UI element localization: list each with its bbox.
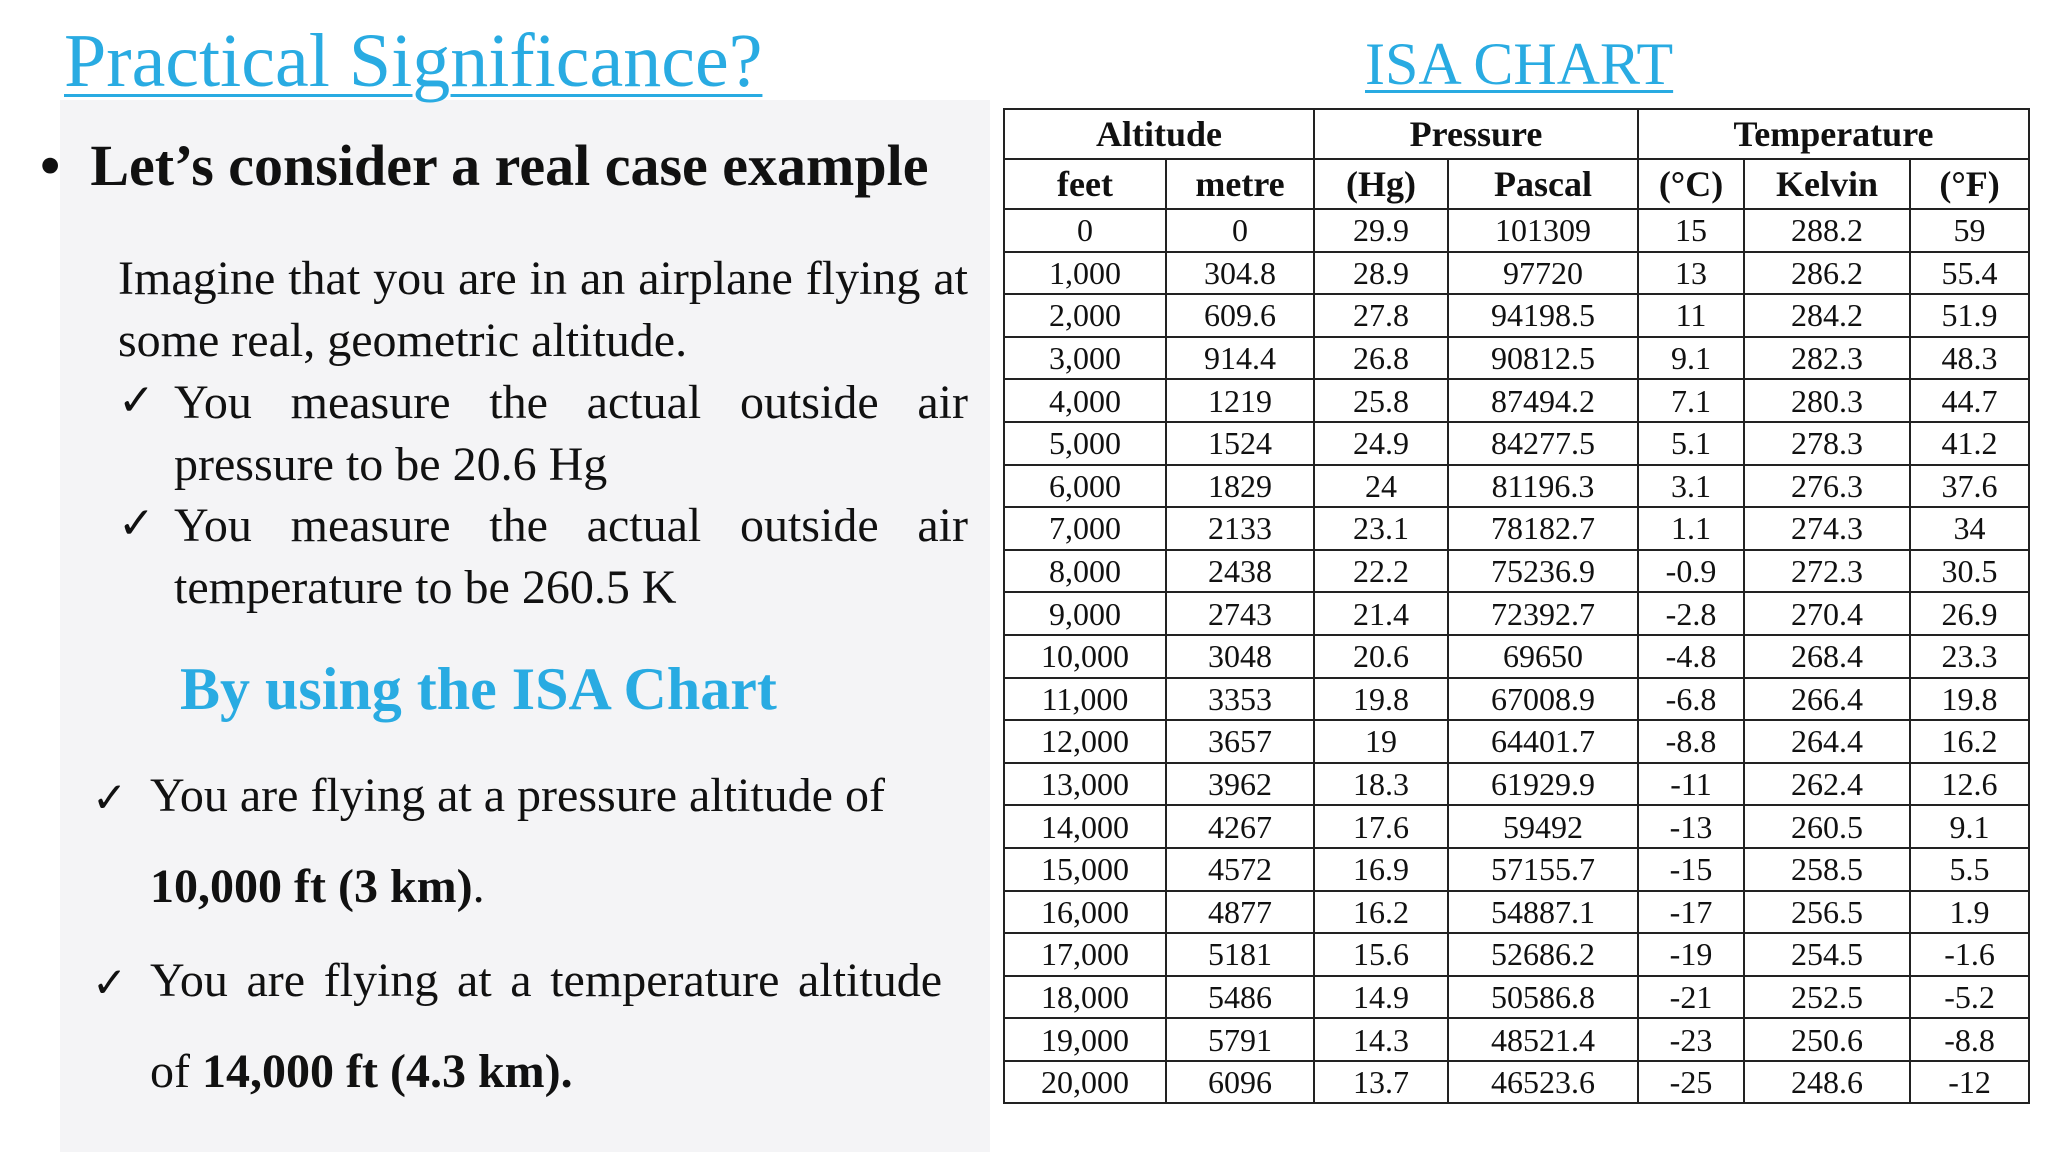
table-row — [1004, 422, 2029, 465]
table-cell: 6,000 — [1004, 465, 1166, 508]
table-cell: 264.4 — [1744, 720, 1910, 763]
table-cell: 3048 — [1166, 635, 1314, 678]
checkmark-icon: ✓ — [118, 498, 155, 549]
table-cell: -0.9 — [1638, 550, 1744, 593]
column-header: feet — [1004, 159, 1166, 209]
table-cell: 34 — [1910, 507, 2029, 550]
isa-table-body — [1004, 209, 2029, 1103]
table-cell: 84277.5 — [1448, 422, 1638, 465]
result-suffix: . — [472, 860, 485, 914]
table-cell: 24.9 — [1314, 422, 1448, 465]
measurement-text: You measure the actual outside air pressure to be 20.6 Hg — [174, 376, 968, 492]
table-cell: 274.3 — [1744, 507, 1910, 550]
table-cell: 52686.2 — [1448, 933, 1638, 976]
table-cell: 14,000 — [1004, 805, 1166, 848]
table-row — [1004, 635, 2029, 678]
column-header: (Hg) — [1314, 159, 1448, 209]
table-cell: 18,000 — [1004, 976, 1166, 1019]
table-row — [1004, 592, 2029, 635]
table-cell: 1.1 — [1638, 507, 1744, 550]
table-cell: 4,000 — [1004, 379, 1166, 422]
table-cell: 5791 — [1166, 1018, 1314, 1061]
table-cell: 1219 — [1166, 379, 1314, 422]
table-cell: 17,000 — [1004, 933, 1166, 976]
table-cell: 54887.1 — [1448, 891, 1638, 934]
table-cell: 258.5 — [1744, 848, 1910, 891]
measurement-item — [118, 495, 968, 620]
table-cell: 94198.5 — [1448, 294, 1638, 337]
table-cell: 2,000 — [1004, 294, 1166, 337]
table-cell: 3,000 — [1004, 337, 1166, 380]
measurement-text: You measure the actual outside air temperature to be 260.5 K — [174, 499, 968, 615]
table-cell: -2.8 — [1638, 592, 1744, 635]
table-cell: 270.4 — [1744, 592, 1910, 635]
table-cell: 12.6 — [1910, 763, 2029, 806]
table-cell: -23 — [1638, 1018, 1744, 1061]
table-cell: 2743 — [1166, 592, 1314, 635]
table-cell: 14.9 — [1314, 976, 1448, 1019]
table-cell: -8.8 — [1910, 1018, 2029, 1061]
table-cell: 262.4 — [1744, 763, 1910, 806]
table-cell: 57155.7 — [1448, 848, 1638, 891]
table-cell: 61929.9 — [1448, 763, 1638, 806]
table-row — [1004, 891, 2029, 934]
bullet-heading — [40, 133, 928, 200]
table-cell: 282.3 — [1744, 337, 1910, 380]
group-header-pressure: Pressure — [1314, 109, 1638, 159]
table-cell: 1,000 — [1004, 252, 1166, 295]
table-cell: 20,000 — [1004, 1061, 1166, 1104]
table-row — [1004, 763, 2029, 806]
table-cell: 914.4 — [1166, 337, 1314, 380]
table-row — [1004, 1018, 2029, 1061]
table-cell: -8.8 — [1638, 720, 1744, 763]
column-header-row — [1004, 159, 2029, 209]
table-cell: -13 — [1638, 805, 1744, 848]
table-cell: 252.5 — [1744, 976, 1910, 1019]
table-cell: 5.1 — [1638, 422, 1744, 465]
table-row — [1004, 294, 2029, 337]
table-row — [1004, 379, 2029, 422]
table-cell: 286.2 — [1744, 252, 1910, 295]
table-cell: 4267 — [1166, 805, 1314, 848]
table-cell: 72392.7 — [1448, 592, 1638, 635]
table-cell: 11 — [1638, 294, 1744, 337]
table-cell: 55.4 — [1910, 252, 2029, 295]
table-cell: -4.8 — [1638, 635, 1744, 678]
table-cell: 23.1 — [1314, 507, 1448, 550]
table-row — [1004, 465, 2029, 508]
table-cell: 75236.9 — [1448, 550, 1638, 593]
table-cell: 3353 — [1166, 678, 1314, 721]
measurement-item — [118, 372, 968, 497]
table-cell: 9.1 — [1910, 805, 2029, 848]
table-cell: -15 — [1638, 848, 1744, 891]
table-row — [1004, 550, 2029, 593]
table-cell: 6096 — [1166, 1061, 1314, 1104]
table-cell: 22.2 — [1314, 550, 1448, 593]
isa-table — [1003, 108, 2030, 1104]
table-cell: 10,000 — [1004, 635, 1166, 678]
table-cell: 51.9 — [1910, 294, 2029, 337]
table-cell: 15,000 — [1004, 848, 1166, 891]
result-prefix: You are flying at a pressure altitude of — [150, 769, 885, 822]
table-cell: 101309 — [1448, 209, 1638, 252]
table-cell: 37.6 — [1910, 465, 2029, 508]
table-cell: 15.6 — [1314, 933, 1448, 976]
table-cell: 3962 — [1166, 763, 1314, 806]
table-cell: 19.8 — [1910, 678, 2029, 721]
result-pressure-altitude — [92, 750, 942, 932]
table-cell: -25 — [1638, 1061, 1744, 1104]
table-cell: 0 — [1166, 209, 1314, 252]
table-cell: 250.6 — [1744, 1018, 1910, 1061]
table-cell: 46523.6 — [1448, 1061, 1638, 1104]
table-cell: 27.8 — [1314, 294, 1448, 337]
table-cell: 48521.4 — [1448, 1018, 1638, 1061]
table-cell: 1.9 — [1910, 891, 2029, 934]
table-row — [1004, 805, 2029, 848]
group-header-row — [1004, 109, 2029, 159]
table-cell: 3657 — [1166, 720, 1314, 763]
checkmark-icon: ✓ — [118, 375, 155, 426]
table-cell: 15 — [1638, 209, 1744, 252]
column-header: (°C) — [1638, 159, 1744, 209]
table-cell: 9.1 — [1638, 337, 1744, 380]
result-value: 10,000 ft (3 km) — [150, 860, 473, 914]
table-cell: -5.2 — [1910, 976, 2029, 1019]
table-cell: 266.4 — [1744, 678, 1910, 721]
checkmark-icon: ✓ — [92, 773, 128, 822]
table-cell: -19 — [1638, 933, 1744, 976]
table-cell: 5.5 — [1910, 848, 2029, 891]
table-cell: 16.9 — [1314, 848, 1448, 891]
table-row — [1004, 720, 2029, 763]
table-cell: 59 — [1910, 209, 2029, 252]
group-header-altitude: Altitude — [1004, 109, 1314, 159]
isa-subheading: By using the ISA Chart — [180, 656, 777, 722]
table-cell: 3.1 — [1638, 465, 1744, 508]
table-cell: 17.6 — [1314, 805, 1448, 848]
table-cell: 8,000 — [1004, 550, 1166, 593]
table-cell: 19.8 — [1314, 678, 1448, 721]
table-cell: 12,000 — [1004, 720, 1166, 763]
result-temperature-altitude — [92, 935, 942, 1117]
table-cell: 50586.8 — [1448, 976, 1638, 1019]
table-cell: 26.8 — [1314, 337, 1448, 380]
table-cell: 29.9 — [1314, 209, 1448, 252]
table-cell: 81196.3 — [1448, 465, 1638, 508]
column-header: Kelvin — [1744, 159, 1910, 209]
slide-title: Practical Significance? — [64, 19, 763, 103]
table-cell: 16,000 — [1004, 891, 1166, 934]
table-cell: 19,000 — [1004, 1018, 1166, 1061]
table-row — [1004, 976, 2029, 1019]
table-cell: 4572 — [1166, 848, 1314, 891]
result-text — [150, 750, 942, 932]
table-cell: 11,000 — [1004, 678, 1166, 721]
table-cell: -1.6 — [1910, 933, 2029, 976]
column-header: metre — [1166, 159, 1314, 209]
table-cell: 30.5 — [1910, 550, 2029, 593]
result-text — [150, 935, 942, 1117]
table-cell: 248.6 — [1744, 1061, 1910, 1104]
table-cell: 272.3 — [1744, 550, 1910, 593]
table-cell: 67008.9 — [1448, 678, 1638, 721]
table-cell: 13.7 — [1314, 1061, 1448, 1104]
table-cell: 19 — [1314, 720, 1448, 763]
column-header: (°F) — [1910, 159, 2029, 209]
table-cell: 25.8 — [1314, 379, 1448, 422]
table-cell: 41.2 — [1910, 422, 2029, 465]
table-cell: 0 — [1004, 209, 1166, 252]
table-cell: 276.3 — [1744, 465, 1910, 508]
table-cell: 13,000 — [1004, 763, 1166, 806]
table-row — [1004, 678, 2029, 721]
table-row — [1004, 337, 2029, 380]
table-cell: -6.8 — [1638, 678, 1744, 721]
result-value: 14,000 ft (4.3 km). — [201, 1045, 573, 1099]
table-cell: 5486 — [1166, 976, 1314, 1019]
intro-paragraph: Imagine that you are in an airplane flying at some real, geometric altitude. — [118, 252, 968, 368]
table-cell: 280.3 — [1744, 379, 1910, 422]
table-cell: 288.2 — [1744, 209, 1910, 252]
table-cell: 26.9 — [1910, 592, 2029, 635]
result-prefix: You are flying at a temperature altitude of — [150, 954, 942, 1099]
table-cell: 59492 — [1448, 805, 1638, 848]
table-cell: 24 — [1314, 465, 1448, 508]
table-row — [1004, 252, 2029, 295]
table-cell: 260.5 — [1744, 805, 1910, 848]
table-cell: -21 — [1638, 976, 1744, 1019]
table-cell: 48.3 — [1910, 337, 2029, 380]
table-cell: 2133 — [1166, 507, 1314, 550]
table-cell: 16.2 — [1314, 891, 1448, 934]
checkmark-icon: ✓ — [92, 958, 128, 1007]
table-cell: 256.5 — [1744, 891, 1910, 934]
table-cell: 23.3 — [1910, 635, 2029, 678]
table-cell: 78182.7 — [1448, 507, 1638, 550]
table-cell: 9,000 — [1004, 592, 1166, 635]
table-cell: 44.7 — [1910, 379, 2029, 422]
table-cell: 28.9 — [1314, 252, 1448, 295]
table-cell: 69650 — [1448, 635, 1638, 678]
table-row — [1004, 848, 2029, 891]
table-cell: 268.4 — [1744, 635, 1910, 678]
isa-chart-title: ISA CHART — [1365, 31, 1674, 97]
table-cell: 4877 — [1166, 891, 1314, 934]
table-cell: 1524 — [1166, 422, 1314, 465]
table-cell: 16.2 — [1910, 720, 2029, 763]
table-cell: 14.3 — [1314, 1018, 1448, 1061]
table-cell: 5181 — [1166, 933, 1314, 976]
table-cell: -11 — [1638, 763, 1744, 806]
column-header: Pascal — [1448, 159, 1638, 209]
table-cell: 254.5 — [1744, 933, 1910, 976]
table-row — [1004, 209, 2029, 252]
table-cell: 304.8 — [1166, 252, 1314, 295]
table-cell: 20.6 — [1314, 635, 1448, 678]
table-cell: 7,000 — [1004, 507, 1166, 550]
table-row — [1004, 1061, 2029, 1104]
table-cell: 7.1 — [1638, 379, 1744, 422]
table-cell: -12 — [1910, 1061, 2029, 1104]
group-header-temperature: Temperature — [1638, 109, 2029, 159]
table-cell: 278.3 — [1744, 422, 1910, 465]
table-row — [1004, 507, 2029, 550]
table-cell: 1829 — [1166, 465, 1314, 508]
table-row — [1004, 933, 2029, 976]
table-cell: -17 — [1638, 891, 1744, 934]
table-cell: 21.4 — [1314, 592, 1448, 635]
table-cell: 90812.5 — [1448, 337, 1638, 380]
table-cell: 5,000 — [1004, 422, 1166, 465]
table-cell: 609.6 — [1166, 294, 1314, 337]
table-cell: 18.3 — [1314, 763, 1448, 806]
table-cell: 64401.7 — [1448, 720, 1638, 763]
bullet-heading-text: Let’s consider a real case example — [90, 133, 929, 198]
table-cell: 87494.2 — [1448, 379, 1638, 422]
table-cell: 97720 — [1448, 252, 1638, 295]
table-cell: 13 — [1638, 252, 1744, 295]
table-cell: 284.2 — [1744, 294, 1910, 337]
bullet-dot-icon: • — [40, 133, 61, 198]
table-cell: 2438 — [1166, 550, 1314, 593]
